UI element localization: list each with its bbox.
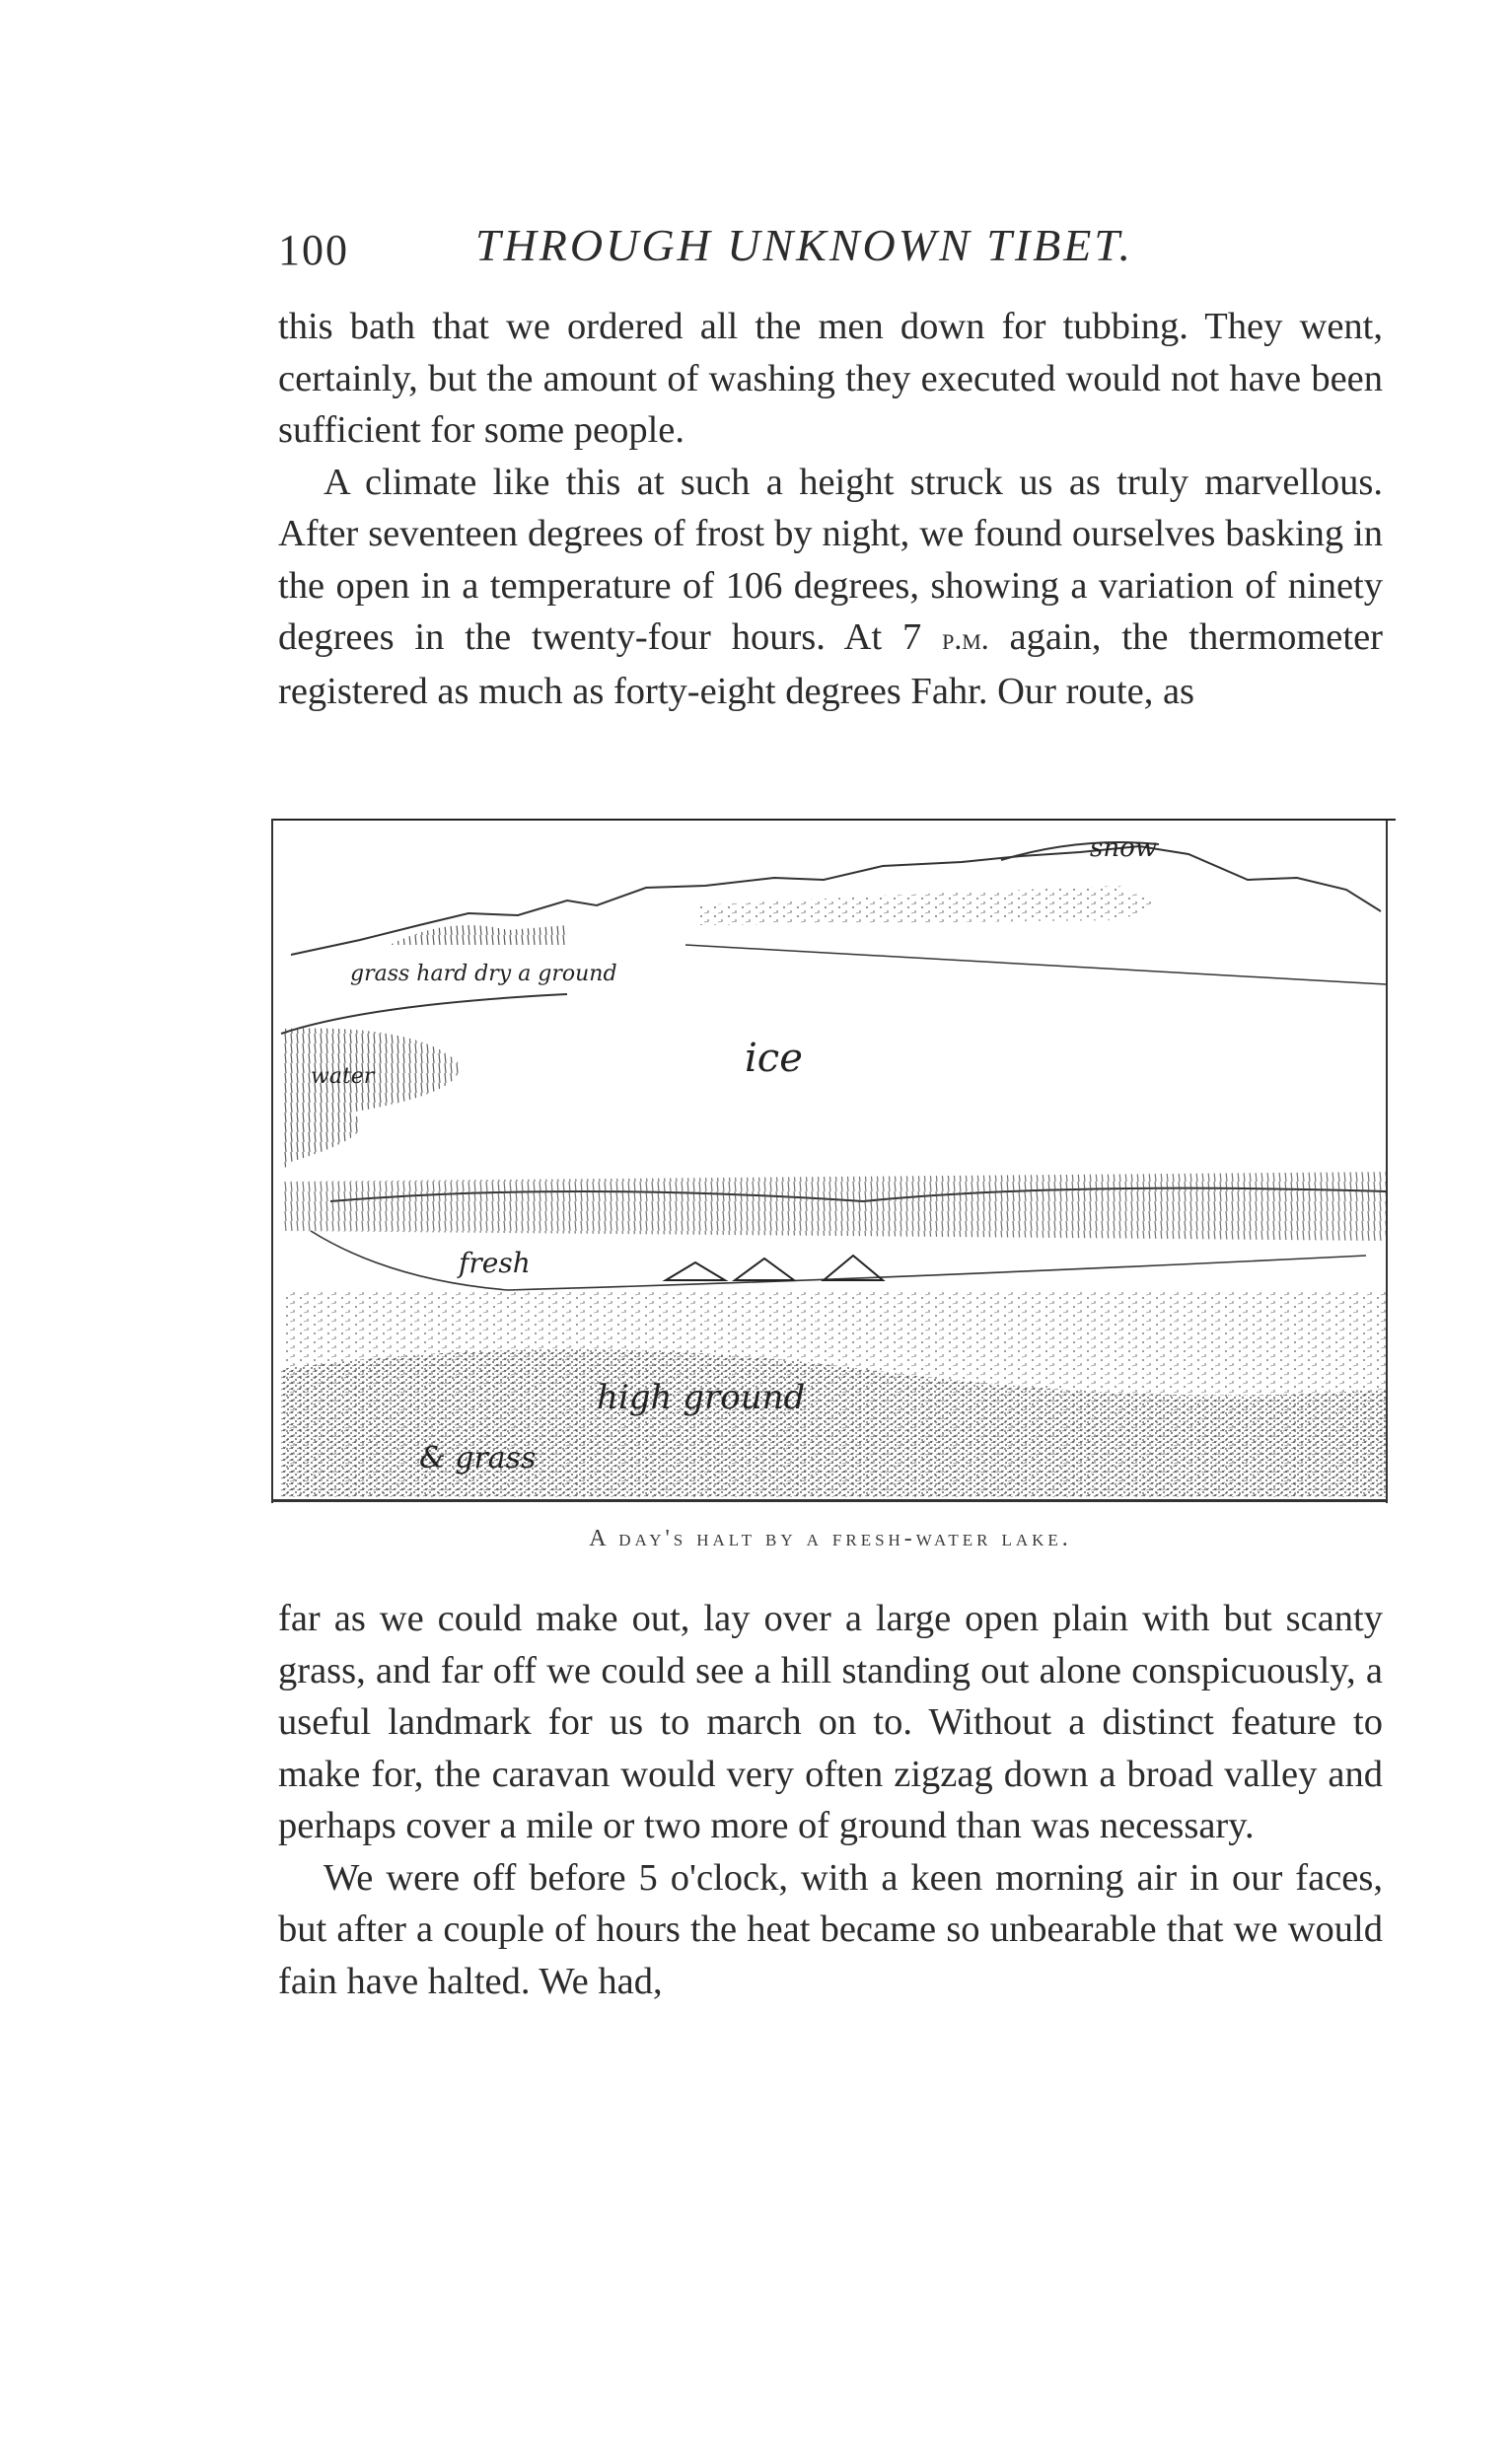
label-ice: ice [745,1036,803,1081]
frame-left [271,819,273,1503]
label-snow: snow [1090,833,1157,863]
frame-right [1386,821,1388,1503]
far-bank-grass [281,1172,1386,1241]
ridge-shading [695,886,1159,925]
running-title: THROUGH UNKNOWN TIBET. [475,220,1134,270]
paragraph: this bath that we ordered all the men down for tubbing. They went, certainly, but the amount of washing they executed would not have been sufficient for some people. [278,306,1383,451]
label-fresh: fresh [459,1247,531,1279]
paragraph: far as we could make out, lay over a large open plain with but scanty grass, and far off we could see a hill standing out alone conspicuously, a useful landmark for us to march on to. Without a distinct feature to make for, the caravan would very often zigzag down a broad valley and perhaps cover a mile or two more of ground than was necessary. [278,1598,1383,1846]
paragraph: We were off before 5 o'clock, with a keen morning air in our faces, but after a couple of hours the heat became so unbearable that we would fain have halted. We had, [278,1856,1383,2002]
label-water: water [311,1064,375,1089]
time-unit: p.m. [942,621,989,656]
page-number: 100 [278,226,349,274]
text-run: again, the thermometer registered as much as forty-eight degrees Fahr. Our route, as [278,616,1383,712]
lake-sketch [271,817,1396,1507]
mountain-shading [390,925,567,945]
page-header [278,219,1383,278]
lake-bay [281,1028,460,1172]
body-text-bottom [278,1593,1383,2007]
lake-shore-upper [281,994,567,1034]
frame-bottom [271,1499,1388,1502]
figure-caption: A day's halt by a fresh-water lake. [589,1526,1072,1551]
horizon-line [685,945,1386,984]
text-run: A climate like this at such a height struck us as truly marvellous. After seventeen degrees of frost by night, we found ourselves basking in the open in a temperature of 106 degrees, showing a variation of ninety degrees in the twenty-four hours. At 7 [278,461,1383,658]
label-ground: grass hard dry a ground [350,962,617,986]
body-text-top [278,301,1383,717]
label-high-ground: high ground [597,1378,806,1417]
paragraph [278,457,1383,718]
camp-tents [666,1256,883,1280]
lake-sketch-figure [271,817,1396,1507]
frame-top [271,819,1396,821]
label-grass: & grass [419,1441,537,1475]
